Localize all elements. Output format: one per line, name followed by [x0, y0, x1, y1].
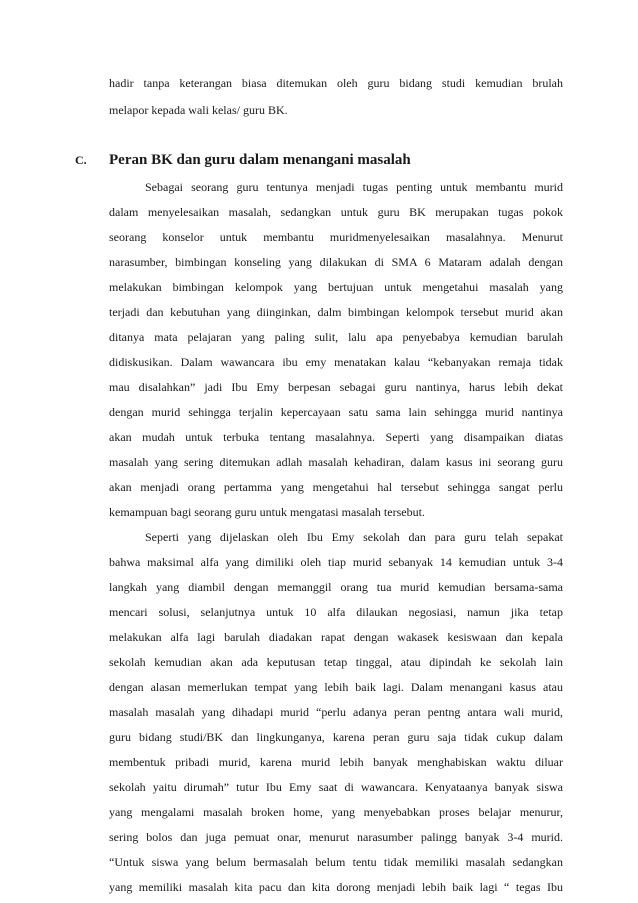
paragraph-line: melakukan alfa lagi barulah diadakan rapat dengan wakasek kesiswaan dan kepala [109, 630, 563, 644]
paragraph-line: sekolah kemudian akan ada keputusan tetap tinggal, atau dipindah ke sekolah lain [109, 655, 563, 669]
paragraph-line: akan mudah untuk terbuka tentang masalahnya. Seperti yang disampaikan diatas [109, 430, 563, 444]
paragraph-line: guru bidang studi/BK dan lingkunganya, karena peran guru saja tidak cukup dalam [109, 730, 563, 744]
paragraph-line: didiskusikan. Dalam wawancara ibu emy menatakan kalau “kebanyakan remaja tidak [109, 355, 563, 369]
paragraph-line: dengan murid sehingga terjalin kepercayaan satu sama lain sehingga murid nantinya [109, 405, 563, 419]
paragraph-line: melakukan bimbingan kelompok yang bertujuan untuk mengetahui masalah yang [109, 280, 563, 294]
paragraph-line: yang memiliki masalah kita pacu dan kita dorong menjadi lebih baik lagi “ tegas Ibu [109, 880, 563, 894]
paragraph-line: dalam menyelesaikan masalah, sedangkan untuk guru BK merupakan tugas pokok [109, 205, 563, 219]
paragraph-line: mau disalahkan” jadi Ibu Emy berpesan sebagai guru nantinya, harus lebih dekat [109, 380, 563, 394]
paragraph-line: dengan alasan memerlukan tempat yang lebih baik lagi. Dalam menangani kasus atau [109, 680, 563, 694]
intro-line: hadir tanpa keterangan biasa ditemukan oleh guru bidang studi kemudian brulah [109, 76, 563, 90]
paragraph-line: langkah yang diambil dengan memanggil orang tua murid kemudian bersama-sama [109, 580, 563, 594]
paragraph-line: akan menjadi orang pertamma yang mengetahui hal tersebut sehingga sangat perlu [109, 480, 563, 494]
paragraph-line: mencari solusi, selanjutnya untuk 10 alfa dilaukan negosiasi, namun jika tetap [109, 605, 563, 619]
paragraph-line: bahwa maksimal alfa yang dimiliki oleh tiap murid sebanyak 14 kemudian untuk 3-4 [109, 555, 563, 569]
paragraph-line: ditanya mata pelajaran yang paling sulit, lalu apa penyebabya kemudian barulah [109, 330, 563, 344]
paragraph-line: Sebagai seorang guru tentunya menjadi tugas penting untuk membantu murid [145, 180, 563, 194]
paragraph-line: “Untuk siswa yang belum bermasalah belum tentu tidak memiliki masalah sedangkan [109, 855, 563, 869]
paragraph-line: seorang konselor untuk membantu muridmenyelesaikan masalahnya. Menurut [109, 230, 563, 244]
section-letter: C. [75, 153, 87, 167]
section-title: Peran BK dan guru dalam menangani masalah [109, 152, 411, 168]
paragraph-line: masalah masalah yang dihadapi murid “perlu adanya peran pentng antara wali murid, [109, 705, 563, 719]
paragraph-line: sekolah yaitu dirumah” tutur Ibu Emy saat di wawancara. Kenyataanya banyak siswa [109, 780, 563, 794]
paragraph-line: sering bolos dan juga pemuat onar, menurut narasumber palingg banyak 3-4 murid. [109, 830, 563, 844]
paragraph-line: membentuk pribadi murid, karena murid lebih banyak menghabiskan waktu diluar [109, 755, 563, 769]
paragraph-line: narasumber, bimbingan konseling yang dilakukan di SMA 6 Mataram adalah dengan [109, 255, 563, 269]
paragraph-line: kemampuan bagi seorang guru untuk mengatasi masalah tersebut. [109, 505, 425, 519]
paragraph-line: Seperti yang dijelaskan oleh Ibu Emy sekolah dan para guru telah sepakat [145, 530, 563, 544]
paragraph-line: masalah yang sering ditemukan adlah masalah kehadiran, dalam kasus ini seorang guru [109, 455, 563, 469]
intro-line: melapor kepada wali kelas/ guru BK. [109, 103, 288, 117]
paragraph-line: terjadi dan kebutuhan yang diinginkan, dalm bimbingan kelompok tersebut murid akan [109, 305, 563, 319]
paragraph-line: yang mengalami masalah broken home, yang menyebabkan proses belajar menurur, [109, 805, 563, 819]
